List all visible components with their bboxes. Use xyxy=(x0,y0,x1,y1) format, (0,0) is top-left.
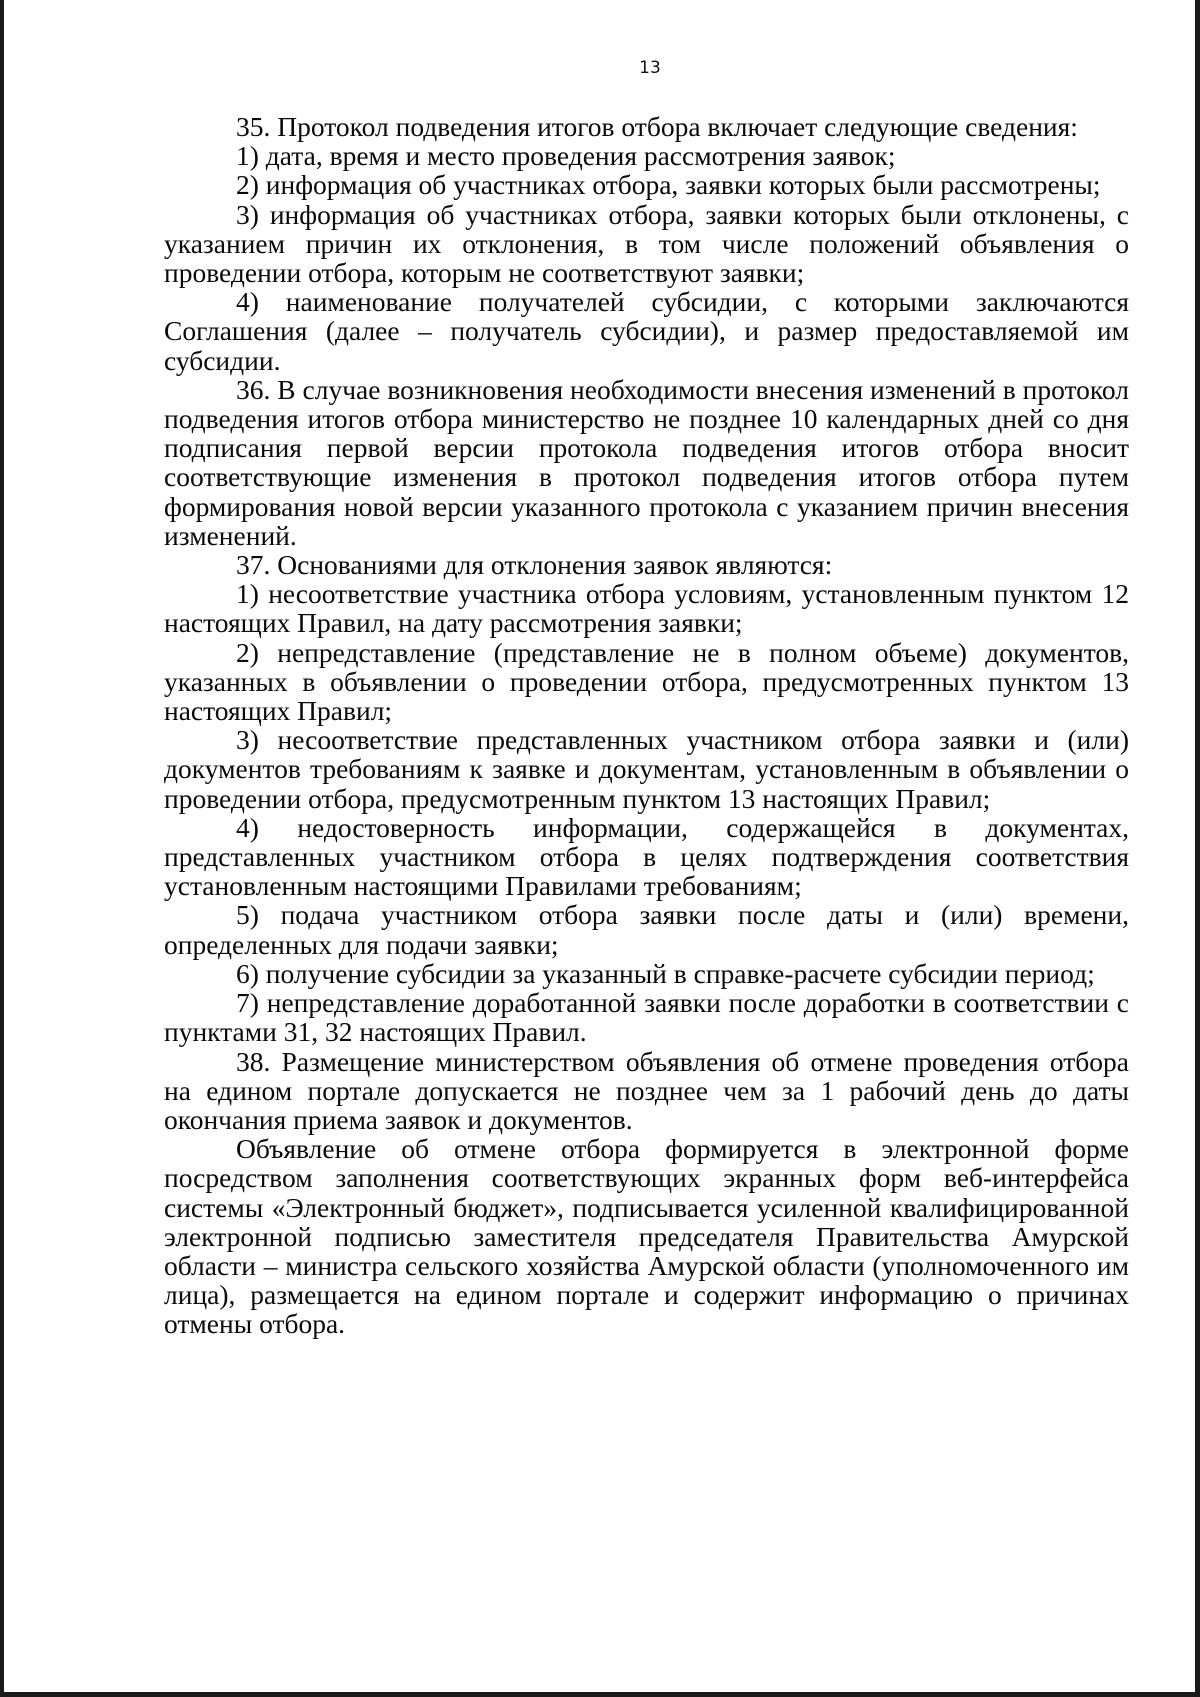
paragraph-37-item-5: 5) подача участником отбора заявки после даты и (или) времени, определенных для подачи заявки; xyxy=(164,899,1129,960)
paragraph-37-item-4: 4) недостоверность информации, содержащейся в документах, представленных участником отбора в целях подтверждения соответствия установленным настоящими Правилами требованиям; xyxy=(164,811,1129,902)
paragraph-35: 35. Протокол подведения итогов отбора включает следующие сведения: xyxy=(236,111,1078,142)
scan-border-left xyxy=(0,0,4,1697)
paragraph-37-item-6: 6) получение субсидии за указанный в справке-расчете субсидии период; xyxy=(236,957,1095,989)
paragraph-35-item-4: 4) наименование получателей субсидии, с которыми заключаются Соглашения (далее – получатель субсидии), и размер предоставляемой им субсидии. xyxy=(164,286,1129,376)
document-body xyxy=(164,112,1129,1339)
paragraph-37-item-7: 7) непредставление доработанной заявки после доработки в соответствии с пунктами 31, 32 настоящих Правил. xyxy=(164,987,1129,1048)
scan-border-right xyxy=(1195,0,1200,1697)
paragraph-35-item-3: 3) информация об участниках отбора, заявки которых были отклонены, с указанием причин их отклонения, в том числе положений объявления о проведении отбора, которым не соответствуют заявки; xyxy=(164,198,1129,289)
paragraph-37-item-3: 3) несоответствие представленных участником отбора заявки и (или) документов требованиям к заявке и документам, установленным в объявлении о проведении отбора, предусмотренным пунктом 13 настоящих Правил; xyxy=(164,724,1129,814)
page-number: 13 xyxy=(639,58,661,78)
scan-border-bottom xyxy=(0,1692,1200,1697)
paragraph-38: 38. Размещение министерством объявления об отмене проведения отбора на едином портале допускается не позднее чем за 1 рабочий день до даты окончания приема заявок и документов. xyxy=(164,1045,1129,1135)
paragraph-37: 37. Основаниями для отклонения заявок являются: xyxy=(236,549,833,581)
paragraph-35-item-1: 1) дата, время и место проведения рассмотрения заявок; xyxy=(236,140,896,172)
paragraph-38-cancellation-notice: Объявление об отмене отбора формируется в электронной форме посредством заполнения соответствующих экранных форм веб-интерфейса системы «Электронный бюджет», подписывается усиленной квалифицированной электронной подписью заместителя председателя Правительства Амурской области – министра сельского хозяйства Амурской области (уполномоченного им лица), размещается на едином портале и содержит информацию о причинах отмены отбора. xyxy=(164,1133,1129,1340)
paragraph-36: 36. В случае возникновения необходимости внесения изменений в протокол подведения итогов отбора министерство не позднее 10 календарных дней со дня подписания первой версии протокола подведения итогов отбора вносит соответствующие изменения в протокол подведения итогов отбора путем формирования новой версии указанного протокола с указанием причин внесения изменений. xyxy=(164,373,1129,551)
paragraph-35-item-2: 2) информация об участниках отбора, заявки которых были рассмотрены; xyxy=(236,169,1101,201)
paragraph-37-item-2: 2) непредставление (представление не в полном объеме) документов, указанных в объявлении о проведении отбора, предусмотренных пунктом 13 настоящих Правил; xyxy=(164,636,1129,727)
paragraph-37-item-1: 1) несоответствие участника отбора условиям, установленным пунктом 12 настоящих Правил, на дату рассмотрения заявки; xyxy=(164,578,1129,639)
